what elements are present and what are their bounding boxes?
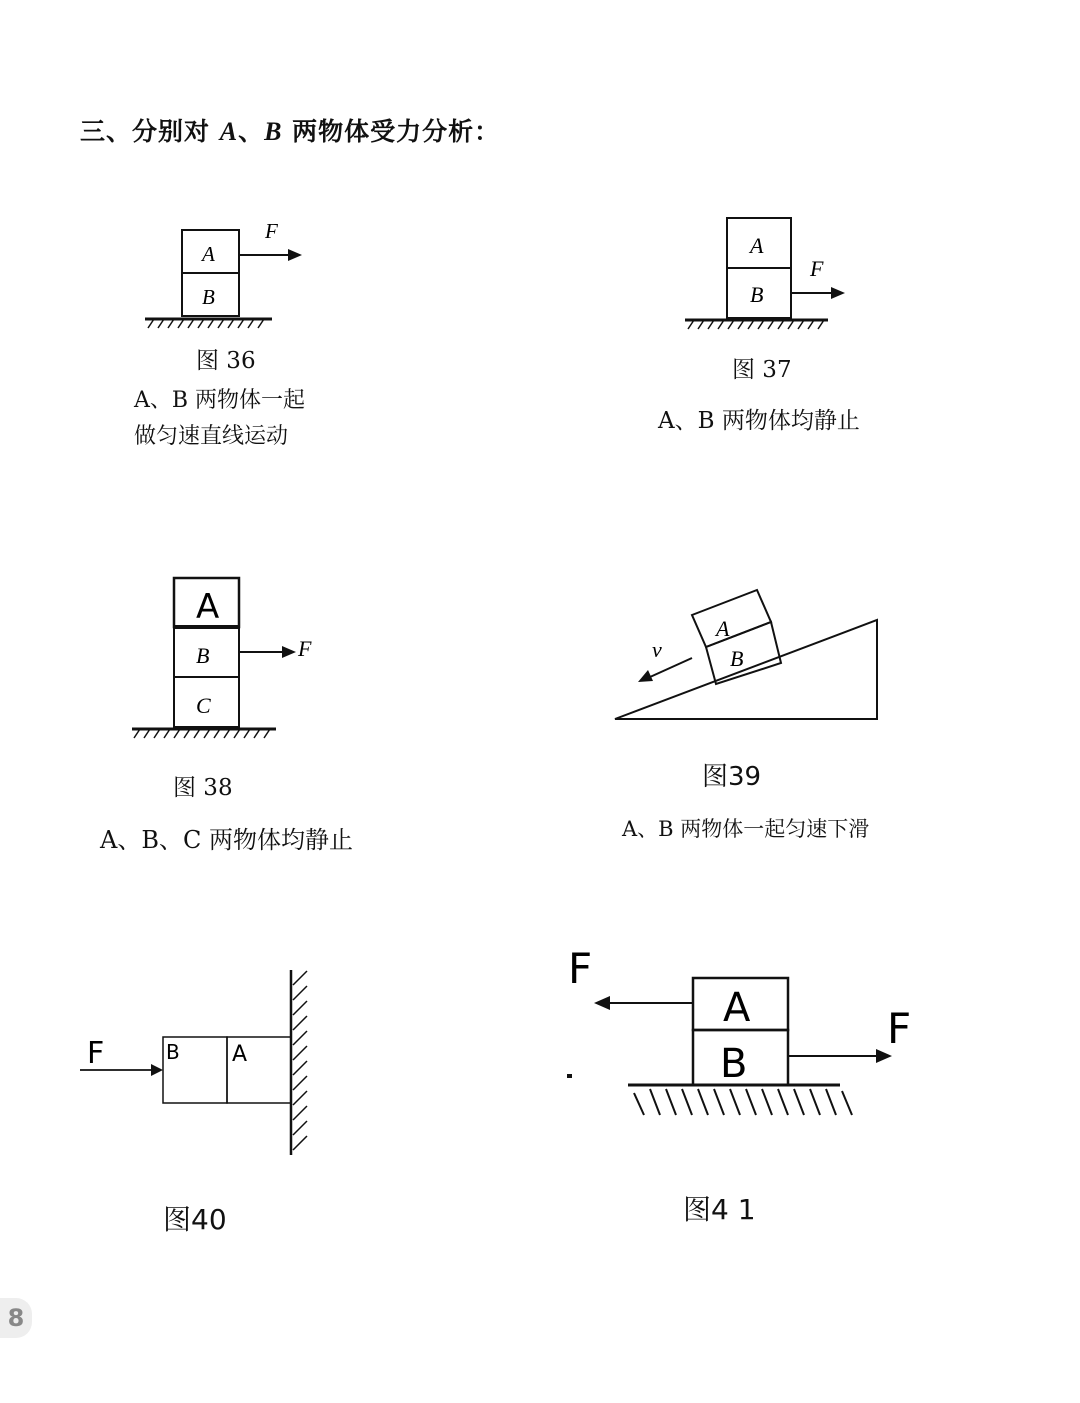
block-b-label: B: [720, 1041, 748, 1087]
left-force-label: F: [568, 944, 593, 993]
force-arrowhead: [288, 249, 302, 261]
figure-36-desc-line2: 做匀速直线运动: [134, 424, 289, 449]
force-label: F: [298, 636, 312, 661]
force-label: F: [810, 256, 824, 281]
figure-40-caption: 图40: [163, 1203, 227, 1236]
figure-37-diagram: [680, 210, 870, 335]
figure-39-caption: 图39: [702, 762, 762, 792]
figure-38-caption: 图 38: [173, 775, 233, 801]
block-a-label: A: [196, 587, 220, 627]
block-b-label: B: [166, 1040, 180, 1064]
block-a-label: A: [202, 242, 215, 266]
figure-36-diagram: [140, 215, 320, 335]
figure-36-desc-line1: A、B 两物体一起: [134, 388, 306, 413]
block-b-label: B: [196, 643, 210, 668]
wall-hatch: [293, 971, 307, 1150]
ink-mark: [567, 1074, 572, 1078]
block-a-label: A: [750, 233, 764, 258]
velocity-label: v: [652, 637, 662, 662]
block-b-label: B: [202, 285, 215, 309]
figure-41-caption: 图4 1: [683, 1193, 756, 1226]
figure-37-desc: A、B 两物体均静止: [658, 408, 860, 434]
figure-38-diagram: [128, 570, 328, 745]
force-arrowhead: [282, 646, 296, 658]
figure-38-desc: A、B、C 两物体均静止: [100, 826, 353, 854]
block-a-label: A: [723, 985, 751, 1031]
figure-39-diagram: [600, 585, 900, 735]
block-a: [692, 590, 771, 647]
figure-39-desc: A、B 两物体一起匀速下滑: [622, 817, 870, 841]
section-heading: 三、分别对 A、B 两物体受力分析：: [80, 117, 501, 146]
figure-40-diagram: [75, 965, 325, 1160]
ground-hatch: [634, 1089, 852, 1115]
force-label: F: [87, 1036, 105, 1071]
figure-41-diagram: [560, 935, 930, 1125]
incline-wedge: [615, 620, 877, 719]
left-force-arrowhead: [594, 996, 610, 1010]
figure-37-caption: 图 37: [732, 357, 792, 383]
block-c-label: C: [196, 693, 211, 718]
force-arrowhead: [151, 1064, 163, 1076]
block-a-label: A: [716, 616, 730, 641]
block-b-label: B: [750, 282, 764, 307]
block-b-label: B: [730, 646, 744, 671]
force-label: F: [265, 219, 278, 243]
force-arrowhead: [831, 287, 845, 299]
figure-36-caption: 图 36: [196, 348, 256, 374]
page-number: 8: [0, 1298, 32, 1338]
block-a-label: A: [232, 1042, 248, 1067]
right-force-label: F: [887, 1004, 912, 1053]
